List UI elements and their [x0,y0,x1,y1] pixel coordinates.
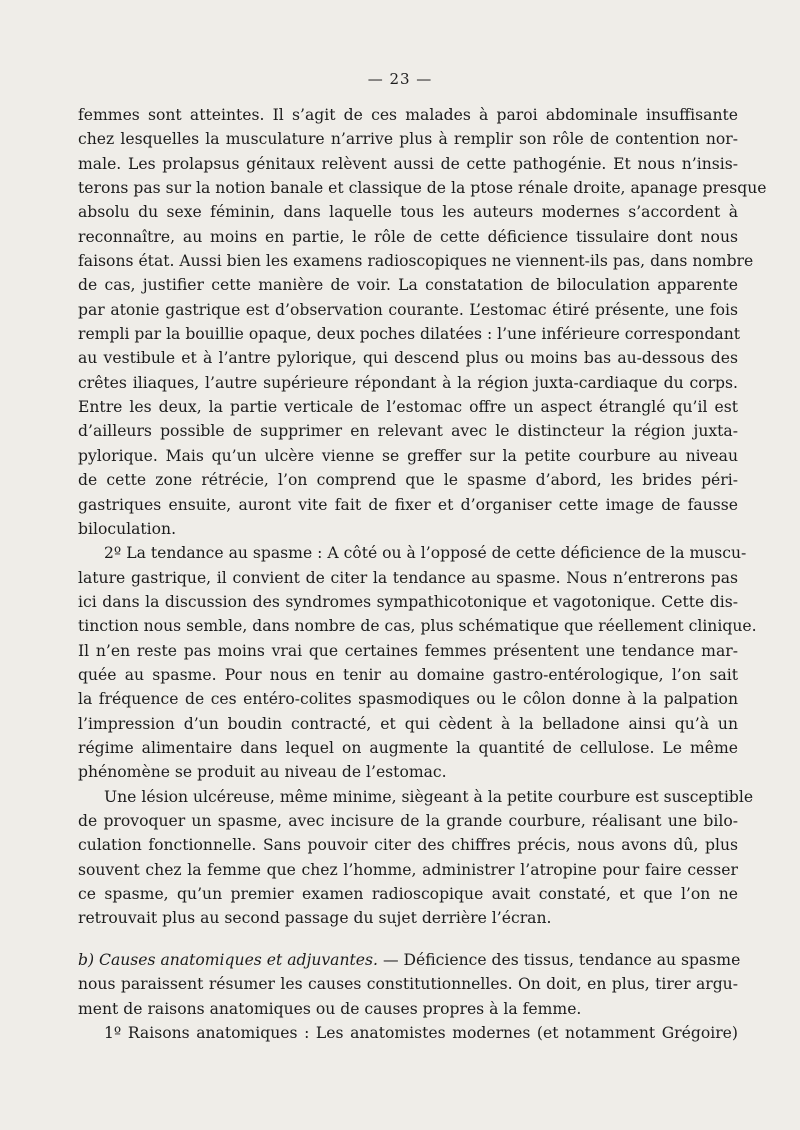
text-line: faisons état. Aussi bien les examens radioscopiques ne viennent-ils pas, dans nombre [78,252,754,271]
text-line: culation fonctionnelle. Sans pouvoir citer des chiffres précis, nous avons dû, plus [78,836,738,855]
text-line: de cette zone rétrécie, l’on comprend que le spasme d’abord, les brides péri- [78,471,738,490]
body-text-block [78,103,767,931]
text-line: femmes sont atteintes. Il s’agit de ces malades à paroi abdominale insuffisante [78,106,738,124]
text-line: régime alimentaire dans lequel on augmente la quantité de cellulose. Le même [78,738,738,757]
text-line: la fréquence de ces entéro-colites spasmodiques ou le côlon donne à la palpation [78,690,738,709]
text-line: 2º La tendance au spasme : A côté ou à l’opposé de cette déficience de la muscu- [104,544,747,563]
text-line: crêtes iliaques, l’autre supérieure répondant à la région juxta-cardiaque du corps. [78,373,738,392]
section-b-block [78,948,741,1045]
text-line: de provoquer un spasme, avec incisure de la grande courbure, réalisant une bilo- [78,811,738,830]
text-line: quée au spasme. Pour nous en tenir au domaine gastro-entérologique, l’on sait [78,665,738,684]
section-heading-rest: — Déficience des tissus, tendance au spasme [377,951,741,969]
text-line: reconnaître, au moins en partie, le rôle de cette déficience tissulaire dont nous [78,227,738,246]
text-line: Il n’en reste pas moins vrai que certaines femmes présentent une tendance mar- [78,641,738,660]
text-line: tinction nous semble, dans nombre de cas, plus schématique que réellement clinique. [78,617,757,636]
text-line: terons pas sur la notion banale et classique de la ptose rénale droite, apanage presque [78,179,767,198]
text-line: 1º Raisons anatomiques : Les anatomistes modernes (et notamment Grégoire) [104,1024,738,1043]
text-line: pylorique. Mais qu’un ulcère vienne se greffer sur la petite courbure au niveau [78,446,738,465]
text-line: chez lesquelles la musculature n’arrive plus à remplir son rôle de contention nor- [78,130,738,149]
text-line: ment de raisons anatomiques ou de causes propres à la femme. [78,999,582,1018]
text-line: souvent chez la femme que chez l’homme, administrer l’atropine pour faire cesser [78,860,738,879]
text-line: lature gastrique, il convient de citer la tendance au spasme. Nous n’entrerons pas [78,568,738,587]
text-line: phénomène se produit au niveau de l’estomac. [78,763,447,782]
text-line: Entre les deux, la partie verticale de l’estomac offre un aspect étranglé qu’il est [78,398,738,417]
text-line: male. Les prolapsus génitaux relèvent aussi de cette pathogénie. Et nous n’insis- [78,154,738,173]
section-heading-line [78,948,741,972]
text-line: ici dans la discussion des syndromes sympathicotonique et vagotonique. Cette dis- [78,592,738,611]
text-line: biloculation. [78,519,177,538]
text-line: absolu du sexe féminin, dans laquelle tous les auteurs modernes s’accordent à [78,203,738,222]
text-line: gastriques ensuite, auront vite fait de fixer et d’organiser cette image de fausse [78,495,738,514]
text-line: de cas, justifier cette manière de voir. La constatation de biloculation apparente [78,276,738,295]
section-heading: b) Causes anatomiques et adjuvantes. [78,951,378,969]
section-b-lines [78,972,738,1045]
text-line: Une lésion ulcéreuse, même minime, siègeant à la petite courbure est susceptible [104,787,754,806]
text-line: l’impression d’un boudin contracté, et qui cèdent à la belladone ainsi qu’à un [78,714,738,733]
text-line: rempli par la bouillie opaque, deux poches dilatées : l’une inférieure correspondant [78,325,741,344]
text-line: nous paraissent résumer les causes constitutionnelles. On doit, en plus, tirer argu- [78,975,738,994]
text-line: d’ailleurs possible de supprimer en relevant avec le distincteur la région juxta- [78,422,738,441]
text-line: retrouvait plus au second passage du sujet derrière l’écran. [78,909,552,928]
text-line: au vestibule et à l’antre pylorique, qui descend plus ou moins bas au-dessous des [78,349,738,368]
text-line: par atonie gastrique est d’observation courante. L’estomac étiré présente, une fois [78,300,738,319]
page-number: — 23 — [367,70,433,88]
text-line: ce spasme, qu’un premier examen radioscopique avait constaté, et que l’on ne [78,885,738,903]
